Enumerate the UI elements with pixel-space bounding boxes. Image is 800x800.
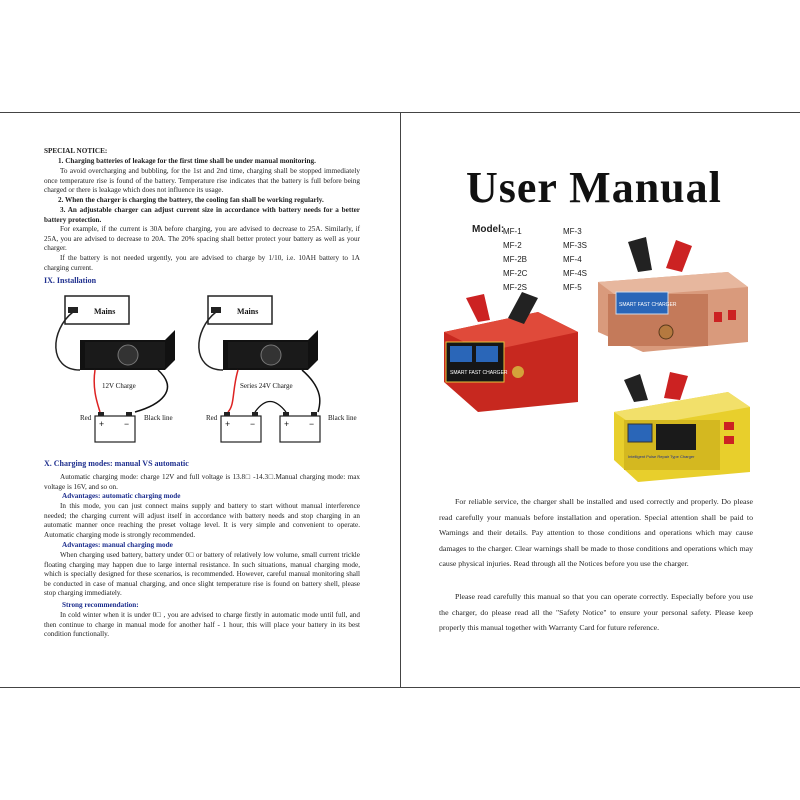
svg-text:SMART FAST CHARGER: SMART FAST CHARGER — [450, 370, 508, 376]
model-mf-4s: MF-4S — [563, 269, 587, 278]
red-charger — [444, 292, 578, 412]
model-mf-2: MF-2 — [503, 241, 522, 250]
yellow-charger — [614, 372, 750, 482]
notice-1-body: To avoid overcharging and bubbling, for the 1st and 2nd time, charging shall be stopped immediately once temperature rise is found of the battery. Temperature rise indicates that the battery is full before being charged or there is leakage which does not influence its usage. — [44, 167, 360, 195]
charging-modes-title: X. Charging modes: manual VS automatic — [44, 459, 189, 468]
notice-3-body: For example, if the current is 30A before charging, you are advised to decrease to 25A. Similarly, if 25A, you are advised to decrease to 20A. The 20% spacing shall better protect your battery as well as your charger. — [44, 225, 360, 253]
intro-paragraph-1: For reliable service, the charger shall be installed and used correctly and properly. Do please read carefully your manuals before installation and operation. Special attention shall be paid to Warnings and their details. Pay attention to those conditions and operations which may cause damages to the charger. Clear warnings shall be made to those conditions and operations which may cause physical injuries. Read through all the Notices before you use the charger. — [439, 497, 753, 568]
model-label: Model: — [472, 224, 505, 235]
notice-2-heading: 2. When the charger is charging the battery, the cooling fan shall be working regularly. — [58, 196, 324, 204]
model-mf-5: MF-5 — [563, 283, 582, 292]
adv-auto-title: Advantages: automatic charging mode — [62, 492, 181, 500]
model-mf-3s: MF-3S — [563, 241, 587, 250]
modes-intro: Automatic charging mode: charge 12V and full voltage is 13.8□ -14.3□.Manual charging mode: max voltage is 16V, and so on. — [44, 473, 360, 491]
svg-text:−: − — [309, 419, 315, 429]
product-chargers-image — [438, 232, 758, 482]
adv-manual-body: When charging used battery, battery under 0□ or battery of relatively low volume, small current trickle floating charging may happen due to large internal resistance. In such situations, manual charging mode, which is specially designed for these scenarios, is recommended. However, careful manual monitoring shall be conducted in case of manual charging, and once slight temperature rise is found on battery shell, please stop charging immediately. — [44, 551, 360, 598]
svg-text:−: − — [250, 419, 256, 429]
svg-text:+: + — [284, 419, 290, 429]
installation-diagram — [40, 290, 370, 450]
mains-label-12v: Mains — [94, 307, 116, 316]
strong-title: Strong recommendation: — [62, 601, 139, 609]
mains-label-24v: Mains — [237, 307, 259, 316]
svg-text:+: + — [99, 419, 105, 429]
model-mf-2b: MF-2B — [503, 255, 527, 264]
notice-1-heading: 1. Charging batteries of leakage for the first time shall be under manual monitoring. — [58, 157, 316, 165]
installation-title: IX. Installation — [44, 276, 97, 285]
notice-3-heading: 3. An adjustable charger can adjust current size in accordance with battery needs for a better battery protection. — [44, 206, 360, 224]
svg-text:SMART FAST CHARGER: SMART FAST CHARGER — [619, 302, 677, 308]
adv-manual-title: Advantages: manual charging mode — [62, 541, 173, 549]
svg-text:−: − — [124, 419, 130, 429]
blue-charger — [598, 237, 748, 352]
strong-body: In cold winter when it is under 0□ , you are advised to charge firstly in automatic mode until full, and then continue to charge in manual mode for another half - 1 hour, this will place your battery in its best condition functionally. — [44, 611, 360, 639]
model-mf-1: MF-1 — [503, 227, 522, 236]
charge-12v-label: 12V Charge — [102, 382, 136, 390]
adv-auto-body: In this mode, you can just connect mains supply and battery to start without manual interference needed; the charging current will adjust itself in accordance with battery needs and stop charging in an automatic manner once reaching the preset voltage level. It is very simple and convenient to operate. Automatic charging mode is strongly recommended. — [44, 502, 360, 539]
special-notice-title: SPECIAL NOTICE: — [44, 147, 108, 155]
charge-24v-label: Series 24V Charge — [240, 382, 293, 390]
page-title: User Manual — [466, 163, 722, 212]
intro-paragraph-2: Please read carefully this manual so that you can operate correctly. Especially before you use the charger, do please read all the "Safety Notice" to ensure your personal safety. Please keep properly this manual together with Warranty Card for future reference. — [439, 592, 753, 632]
svg-text:Intelligent Pulse Repair Type: Intelligent Pulse Repair Type Charger — [628, 454, 695, 459]
svg-text:Red: Red — [80, 414, 92, 422]
svg-text:Red: Red — [206, 414, 218, 422]
svg-text:Black line: Black line — [144, 414, 173, 422]
model-mf-2s: MF-2S — [503, 283, 527, 292]
svg-text:+: + — [225, 419, 231, 429]
model-mf-2c: MF-2C — [503, 269, 528, 278]
model-mf-3: MF-3 — [563, 227, 582, 236]
svg-text:Black line: Black line — [328, 414, 357, 422]
notice-3-body-2: If the battery is not needed urgently, you are advised to charge by 1/10, i.e. 10AH battery to 1A charging current. — [44, 254, 360, 272]
model-mf-4: MF-4 — [563, 255, 582, 264]
